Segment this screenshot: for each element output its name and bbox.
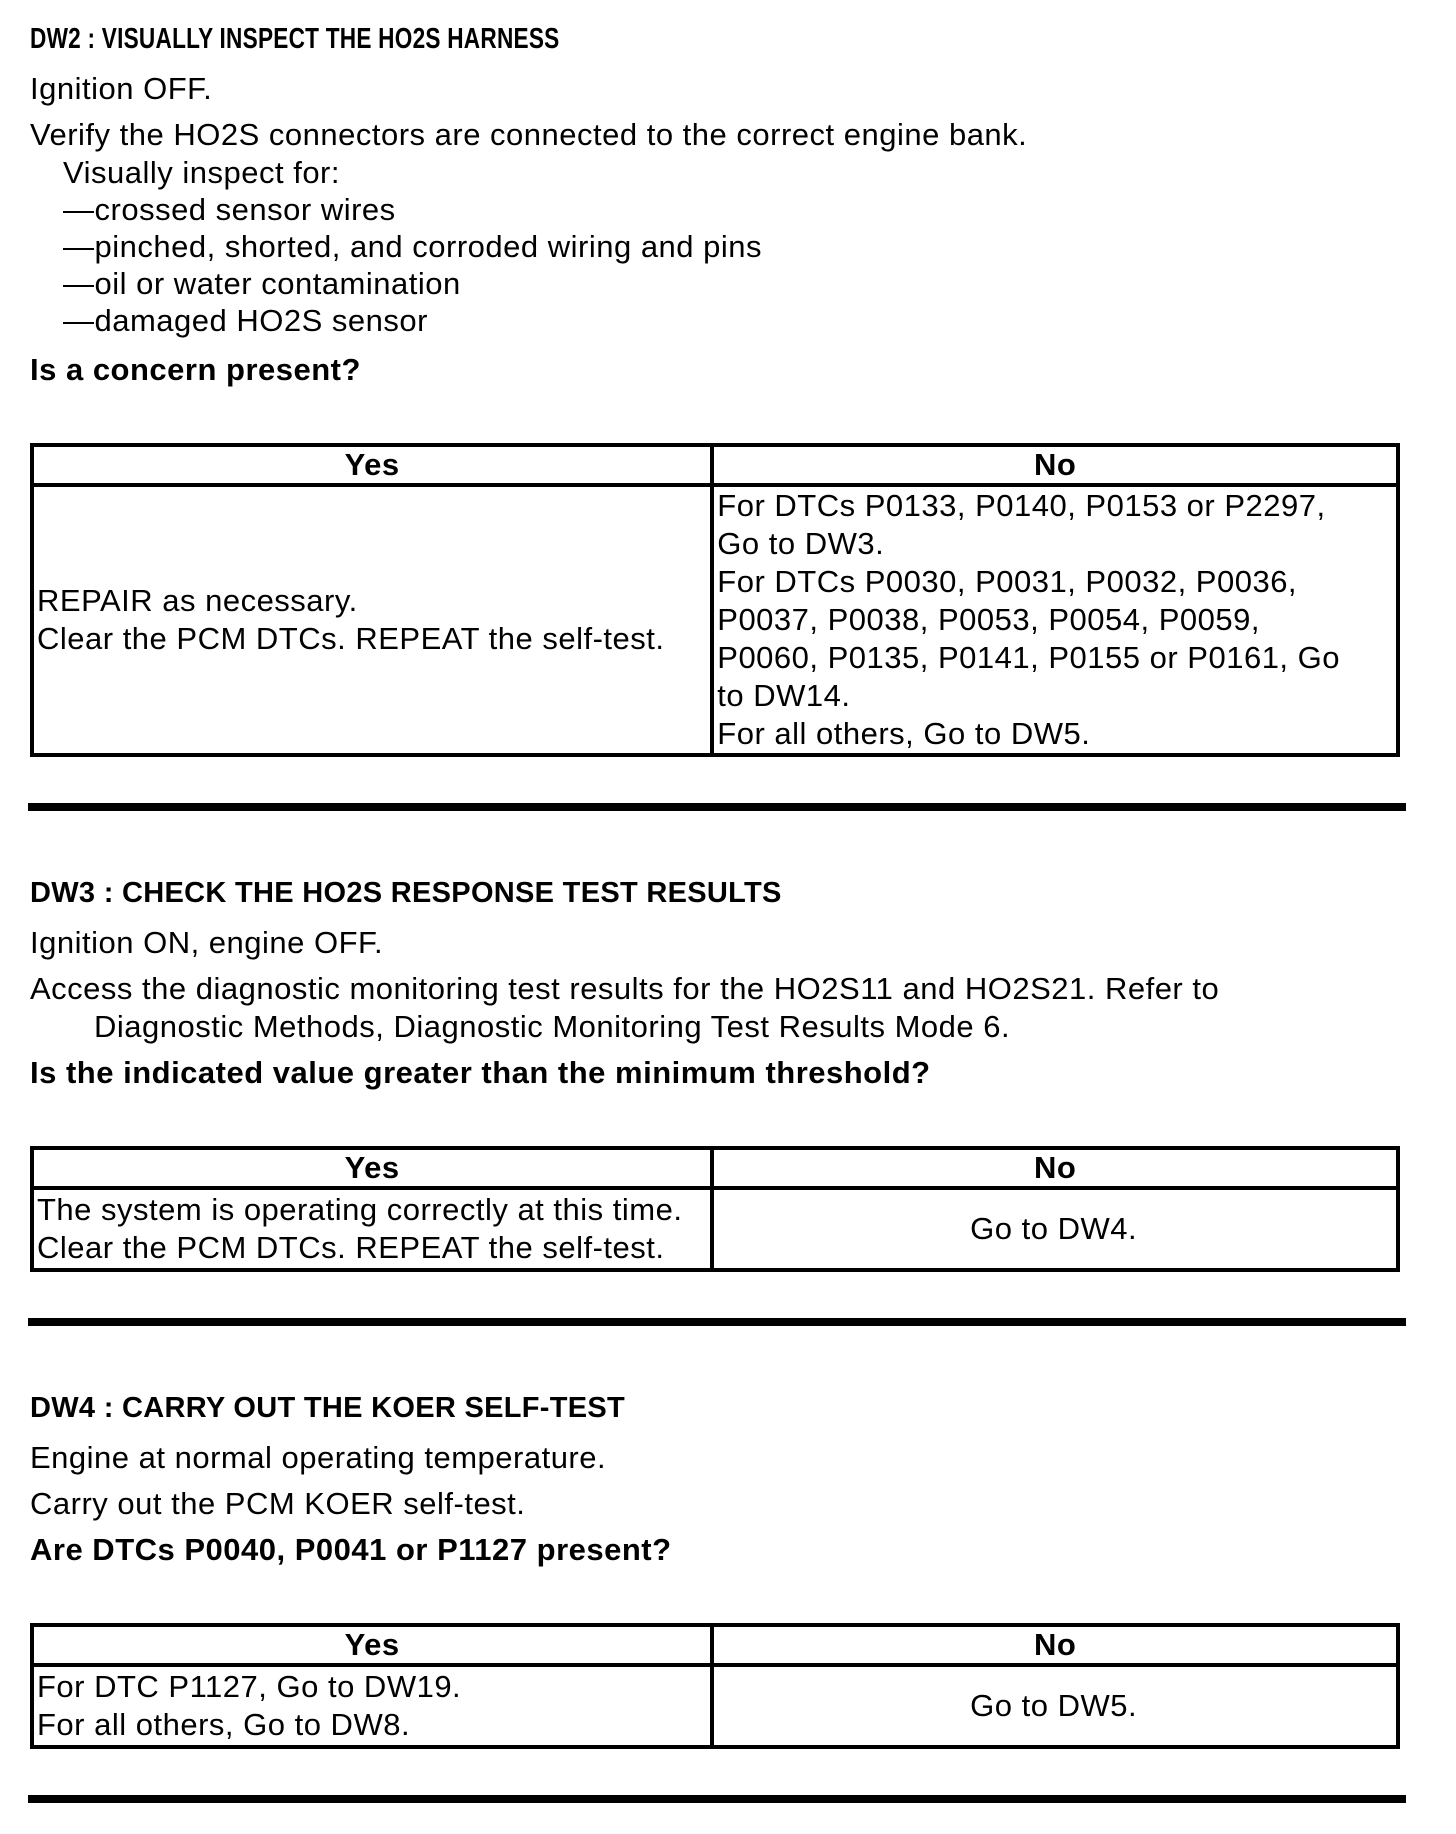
yes-cell-line: Clear the PCM DTCs. REPEAT the self-test. [37,621,665,656]
decision-table-dw4 [30,1623,1400,1749]
yes-cell-line: REPAIR as necessary. [37,583,358,618]
yes-cell-line: The system is operating correctly at this time. [37,1192,683,1227]
inspect-intro: Visually inspect for: [63,155,340,190]
yes-cell-line: For DTC P1127, Go to DW19. [37,1669,462,1704]
decision-table-dw2 [30,443,1400,757]
no-cell [712,1665,1398,1747]
no-cell-line: Go to DW4. [970,1211,1138,1246]
yes-header: Yes [32,1148,712,1188]
inspect-item: —oil or water contamination [63,266,461,301]
step-line: Verify the HO2S connectors are connected to the correct engine bank. [30,117,1028,152]
decision-question: Is the indicated value greater than the minimum threshold? [30,1055,931,1090]
yes-header: Yes [32,1625,712,1665]
decision-question: Is a concern present? [30,352,361,387]
table-header-row [32,1625,1398,1665]
section-dw2 [30,24,1400,811]
table-header-row [32,445,1398,485]
no-header: No [712,445,1398,485]
section-dw4-heading: DW4 : CARRY OUT THE KOER SELF-TEST [30,1392,626,1424]
decision-question: Are DTCs P0040, P0041 or P1127 present? [30,1532,672,1567]
yes-header: Yes [32,445,712,485]
step-line-continued: Diagnostic Methods, Diagnostic Monitoring Test Results Mode 6. [94,1009,1011,1044]
no-cell [712,1188,1398,1270]
no-cell [712,485,1398,755]
section-dw3 [30,878,1400,1326]
no-cell-line: to DW14. [717,678,851,713]
step-line: Carry out the PCM KOER self-test. [30,1486,526,1521]
yes-cell [32,1665,712,1747]
no-cell-line: Go to DW5. [970,1688,1138,1723]
section-divider-rule [28,1795,1406,1803]
step-line: Ignition ON, engine OFF. [30,925,384,960]
no-cell-line: For DTCs P0030, P0031, P0032, P0036, [717,564,1298,599]
table-body-row [32,485,1398,755]
no-cell-line: P0037, P0038, P0053, P0054, P0059, [717,602,1260,637]
inspect-item: —damaged HO2S sensor [63,303,428,338]
yes-cell-line: For all others, Go to DW8. [37,1707,411,1742]
table-body-row [32,1188,1398,1270]
yes-cell-line: Clear the PCM DTCs. REPEAT the self-test. [37,1230,665,1265]
inspect-item: —crossed sensor wires [63,192,396,227]
step-line: Ignition OFF. [30,71,213,106]
section-dw4 [30,1393,1400,1803]
table-header-row [32,1148,1398,1188]
decision-table-dw3 [30,1146,1400,1272]
section-divider-rule [28,803,1406,811]
inspect-item: —pinched, shorted, and corroded wiring and pins [63,229,763,264]
no-cell-line: P0060, P0135, P0141, P0155 or P0161, Go [717,640,1341,675]
no-header: No [712,1625,1398,1665]
no-header: No [712,1148,1398,1188]
table-body-row [32,1665,1398,1747]
section-dw2-heading [30,24,1400,54]
step-line: Engine at normal operating temperature. [30,1440,607,1475]
yes-cell [32,1188,712,1270]
step-line: Access the diagnostic monitoring test results for the HO2S11 and HO2S21. Refer to [30,971,1220,1006]
section-dw2-heading-text: DW2 : VISUALLY INSPECT THE HO2S HARNESS [30,23,560,55]
yes-cell [32,485,712,755]
no-cell-line: For all others, Go to DW5. [717,716,1091,751]
no-cell-line: Go to DW3. [717,526,885,561]
section-dw3-heading: DW3 : CHECK THE HO2S RESPONSE TEST RESULTS [30,877,782,909]
no-cell-line: For DTCs P0133, P0140, P0153 or P2297, [717,488,1326,523]
section-divider-rule [28,1318,1406,1326]
inspect-list [63,154,1400,339]
